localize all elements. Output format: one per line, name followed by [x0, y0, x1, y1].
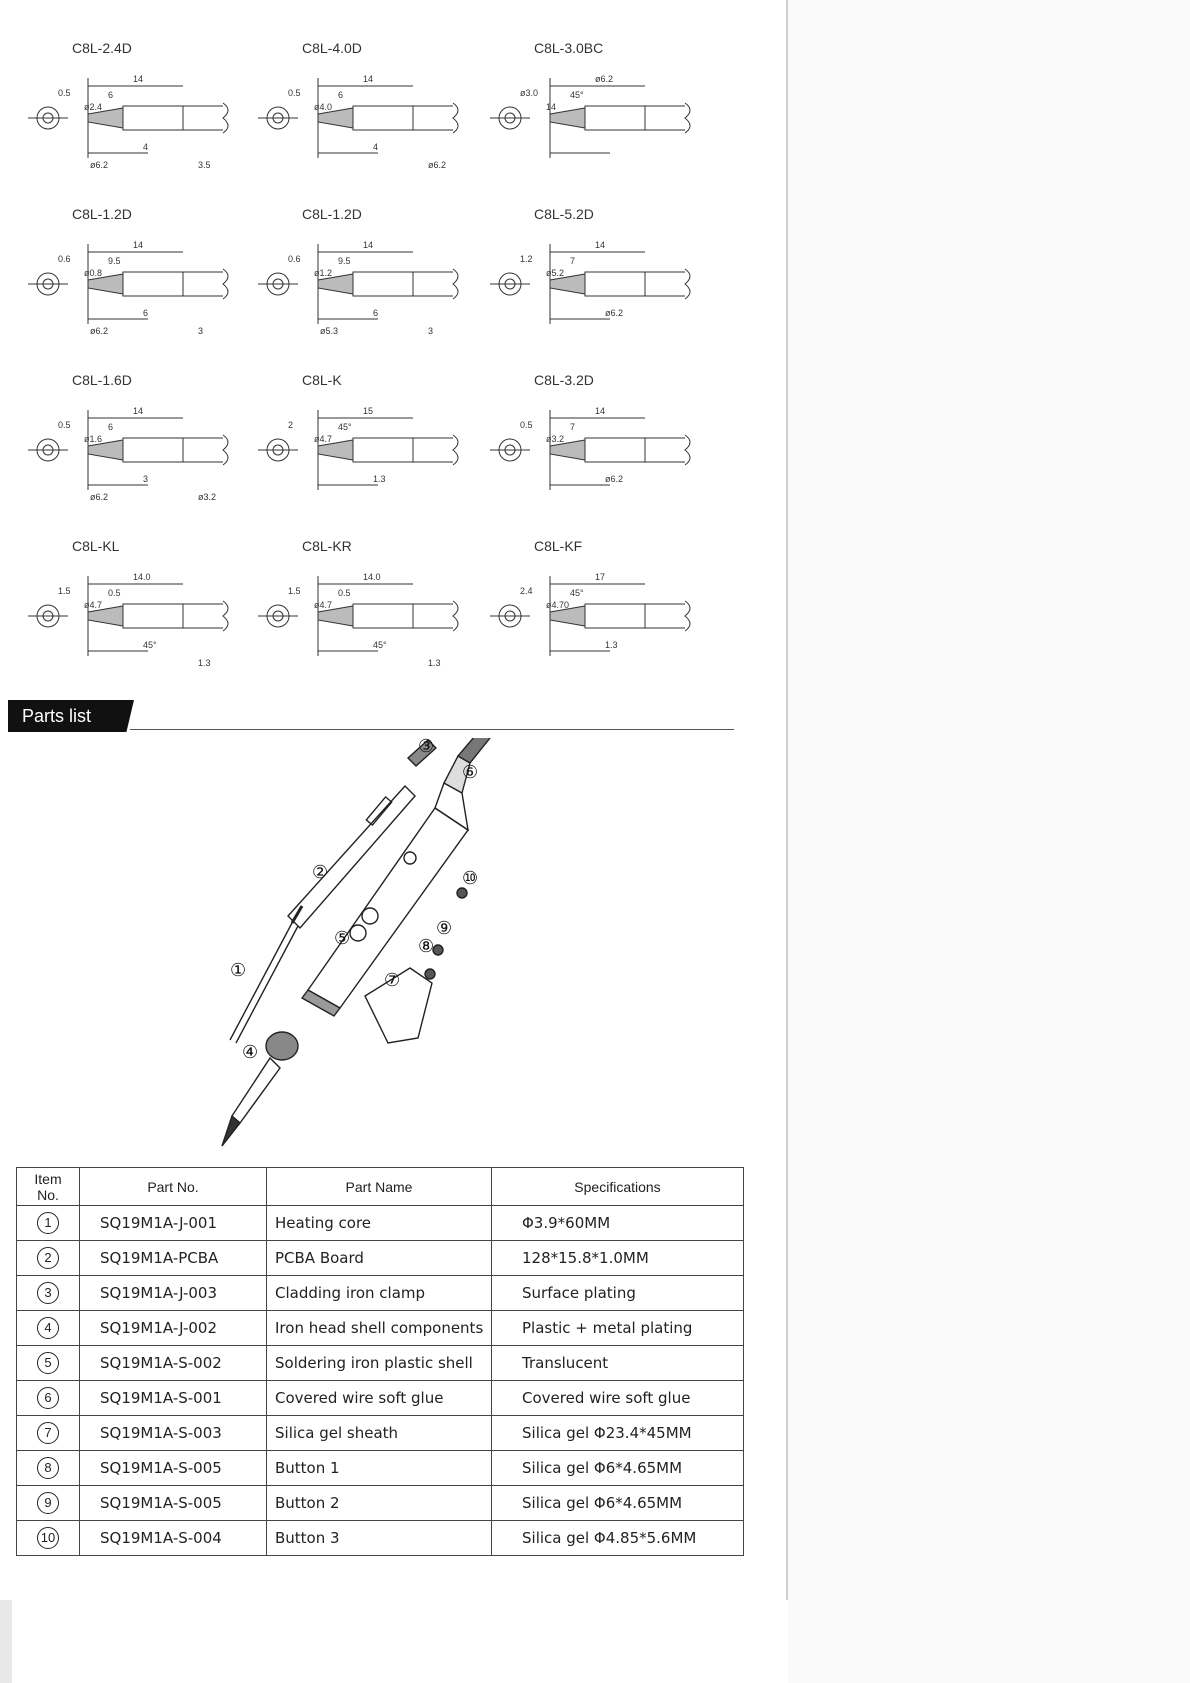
- dimension-label: 14: [546, 102, 557, 112]
- dimension-label: 0.5: [108, 588, 121, 598]
- part-name-cell: Iron head shell components: [267, 1311, 492, 1346]
- dimension-label: 1.5: [58, 586, 71, 596]
- dimension-label: 6: [108, 90, 114, 100]
- callout-number: ③: [418, 738, 435, 756]
- dimension-label: ø3.2: [546, 434, 565, 444]
- dimension-label: 1.3: [198, 658, 211, 668]
- tip-drawing-svg: [490, 58, 710, 188]
- heating-core-line-a: [230, 923, 292, 1040]
- header-part-no: Part No.: [80, 1168, 267, 1206]
- part-name-cell: Covered wire soft glue: [267, 1381, 492, 1416]
- table-row: [17, 1486, 744, 1521]
- exploded-diagram-svg: [200, 738, 560, 1148]
- callout-number: ①: [230, 960, 247, 980]
- callout-number: ⑤: [334, 928, 351, 948]
- tip-body: [353, 106, 413, 130]
- dimension-label: ø3.2: [198, 492, 217, 502]
- part-name-cell: Cladding iron clamp: [267, 1276, 492, 1311]
- part-no-cell: SQ19M1A-S-003: [80, 1416, 267, 1451]
- part-name-cell: Silica gel sheath: [267, 1416, 492, 1451]
- iron-head-nut: [266, 1032, 298, 1060]
- tip-body: [353, 272, 413, 296]
- dimension-label: 0.5: [58, 420, 71, 430]
- spec-cell: Silica gel Φ6*4.65MM: [492, 1486, 744, 1521]
- dimension-label: ø6.2: [595, 74, 614, 84]
- dimension-label: 14: [595, 406, 606, 416]
- dimension-label: ø4.7: [84, 600, 103, 610]
- dimension-label: ø5.3: [320, 326, 339, 336]
- dimension-label: 6: [143, 308, 149, 318]
- tip-name: C8L-KR: [302, 538, 352, 554]
- page-edge: [786, 0, 788, 1600]
- part-no-cell: SQ19M1A-S-005: [80, 1451, 267, 1486]
- tip-drawing: [258, 206, 478, 356]
- spec-cell: Φ3.9*60MM: [492, 1206, 744, 1241]
- tip-drawing-svg: [28, 556, 248, 686]
- table-row: [17, 1311, 744, 1346]
- dimension-label: 0.5: [288, 88, 301, 98]
- tip-name: C8L-KF: [534, 538, 583, 554]
- dimension-label: ø6.2: [90, 160, 109, 170]
- dimension-label: 2: [288, 420, 294, 430]
- header-item-no: Item No.: [17, 1168, 80, 1206]
- spec-cell: Covered wire soft glue: [492, 1381, 744, 1416]
- part-no-cell: SQ19M1A-S-001: [80, 1381, 267, 1416]
- item-number: 8: [37, 1457, 59, 1479]
- dimension-label: 1.3: [428, 658, 441, 668]
- spec-cell: Silica gel Φ4.85*5.6MM: [492, 1521, 744, 1556]
- dimension-label: 45°: [570, 588, 584, 598]
- dimension-label: 14: [133, 74, 144, 84]
- item-number: 5: [37, 1352, 59, 1374]
- dimension-label: 0.6: [288, 254, 301, 264]
- dimension-label: 45°: [570, 90, 584, 100]
- item-number: 4: [37, 1317, 59, 1339]
- table-row: [17, 1276, 744, 1311]
- page-shadow: [0, 1600, 12, 1683]
- part-name-cell: Heating core: [267, 1206, 492, 1241]
- dimension-label: ø4.7: [314, 600, 333, 610]
- dimension-label: 6: [338, 90, 344, 100]
- dimension-label: 14: [133, 406, 144, 416]
- table-row: [17, 1206, 744, 1241]
- dimension-label: 0.5: [520, 420, 533, 430]
- item-number: 1: [37, 1212, 59, 1234]
- dimension-label: 14.0: [363, 572, 381, 582]
- iron-head-shell: [232, 1058, 280, 1123]
- tip-drawing-svg: [258, 224, 478, 354]
- wire-spring: [458, 738, 490, 763]
- tip-drawing: [258, 40, 478, 190]
- item-no-cell: [17, 1206, 80, 1241]
- dimension-label: 45°: [373, 640, 387, 650]
- tip-drawing: [490, 206, 710, 356]
- item-no-cell: [17, 1381, 80, 1416]
- tip-name: C8L-K: [302, 372, 342, 388]
- iron-tip: [222, 1116, 240, 1146]
- dimension-label: ø4.7: [314, 434, 333, 444]
- item-no-cell: [17, 1416, 80, 1451]
- tip-break: [685, 601, 690, 631]
- dimension-label: 3: [428, 326, 434, 336]
- dimension-label: 0.5: [58, 88, 71, 98]
- tip-drawing-svg: [490, 224, 710, 354]
- tip-drawing-svg: [258, 556, 478, 686]
- item-no-cell: [17, 1451, 80, 1486]
- dimension-label: 3: [143, 474, 149, 484]
- tip-drawing: [258, 538, 478, 688]
- spec-cell: Surface plating: [492, 1276, 744, 1311]
- dimension-label: 14.0: [133, 572, 151, 582]
- button-3: [457, 888, 467, 898]
- item-number: 7: [37, 1422, 59, 1444]
- dimension-label: ø1.6: [84, 434, 103, 444]
- tip-name: C8L-2.4D: [72, 40, 132, 56]
- header-part-name: Part Name: [267, 1168, 492, 1206]
- dimension-label: 3.5: [198, 160, 211, 170]
- dimension-label: 15: [363, 406, 374, 416]
- part-no-cell: SQ19M1A-S-005: [80, 1486, 267, 1521]
- tip-break: [453, 601, 458, 631]
- tip-body: [353, 604, 413, 628]
- dimension-label: ø5.2: [546, 268, 565, 278]
- tip-break: [453, 435, 458, 465]
- tip-drawing: [490, 538, 710, 688]
- table-row: [17, 1241, 744, 1276]
- tip-drawing: [28, 206, 248, 356]
- part-name-cell: Button 3: [267, 1521, 492, 1556]
- dimension-label: ø1.2: [314, 268, 333, 278]
- spec-cell: 128*15.8*1.0MM: [492, 1241, 744, 1276]
- tip-body: [123, 272, 183, 296]
- tip-body: [585, 604, 645, 628]
- dimension-label: 0.6: [58, 254, 71, 264]
- item-number: 10: [37, 1527, 59, 1549]
- part-no-cell: SQ19M1A-J-002: [80, 1311, 267, 1346]
- spec-cell: Silica gel Φ23.4*45MM: [492, 1416, 744, 1451]
- pcba-chip: [366, 797, 391, 825]
- table-row: [17, 1346, 744, 1381]
- callout-number: ⑧: [418, 936, 435, 956]
- tip-drawing-svg: [490, 390, 710, 520]
- dimension-label: 4: [143, 142, 149, 152]
- dimension-label: ø3.0: [520, 88, 539, 98]
- tip-body: [585, 438, 645, 462]
- item-no-cell: [17, 1346, 80, 1381]
- tip-drawing: [490, 40, 710, 190]
- tip-break: [223, 269, 228, 299]
- part-no-cell: SQ19M1A-S-004: [80, 1521, 267, 1556]
- table-row: [17, 1381, 744, 1416]
- button-1: [425, 969, 435, 979]
- tip-drawing: [258, 372, 478, 522]
- dimension-label: 14: [363, 74, 374, 84]
- tip-name: C8L-4.0D: [302, 40, 362, 56]
- dimension-label: 0.5: [338, 588, 351, 598]
- header-specifications: Specifications: [492, 1168, 744, 1206]
- tip-body: [585, 272, 645, 296]
- tip-drawing-svg: [258, 390, 478, 520]
- tip-break: [685, 435, 690, 465]
- spec-cell: Translucent: [492, 1346, 744, 1381]
- dimension-label: ø6.2: [90, 492, 109, 502]
- button-2: [433, 945, 443, 955]
- item-number: 9: [37, 1492, 59, 1514]
- dimension-label: 14: [363, 240, 374, 250]
- table-row: [17, 1521, 744, 1556]
- pcba-board: [288, 786, 415, 928]
- tip-name: C8L-KL: [72, 538, 120, 554]
- tip-body: [585, 106, 645, 130]
- item-no-cell: [17, 1276, 80, 1311]
- callout-number: ④: [242, 1042, 259, 1062]
- tip-drawing: [28, 538, 248, 688]
- tip-break: [453, 269, 458, 299]
- tip-body: [353, 438, 413, 462]
- tip-break: [223, 435, 228, 465]
- table-row: [17, 1451, 744, 1486]
- item-number: 6: [37, 1387, 59, 1409]
- dimension-label: 4: [373, 142, 379, 152]
- part-name-cell: PCBA Board: [267, 1241, 492, 1276]
- item-no-cell: [17, 1311, 80, 1346]
- dimension-label: ø6.2: [605, 308, 624, 318]
- heating-core-line-b: [236, 926, 298, 1043]
- dimension-label: 1.5: [288, 586, 301, 596]
- dimension-label: ø6.2: [428, 160, 447, 170]
- part-name-cell: Soldering iron plastic shell: [267, 1346, 492, 1381]
- part-no-cell: SQ19M1A-PCBA: [80, 1241, 267, 1276]
- section-header: [8, 700, 134, 732]
- tip-break: [223, 601, 228, 631]
- dimension-label: 3: [198, 326, 204, 336]
- dimension-label: ø4.0: [314, 102, 333, 112]
- tip-body: [123, 604, 183, 628]
- button-hole-a: [404, 852, 416, 864]
- dimension-label: 17: [595, 572, 606, 582]
- dimension-label: 9.5: [108, 256, 121, 266]
- dimension-label: 1.3: [373, 474, 386, 484]
- dimension-label: 6: [373, 308, 379, 318]
- tip-drawing: [490, 372, 710, 522]
- dimension-label: 45°: [143, 640, 157, 650]
- table-row: [17, 1416, 744, 1451]
- tip-drawing-svg: [258, 58, 478, 188]
- tip-name: C8L-1.2D: [72, 206, 132, 222]
- spec-cell: Plastic + metal plating: [492, 1311, 744, 1346]
- tip-drawing-svg: [28, 224, 248, 354]
- dimension-label: 9.5: [338, 256, 351, 266]
- callout-number: ⑩: [462, 868, 479, 888]
- dimension-label: 45°: [338, 422, 352, 432]
- heating-core-coil: [292, 906, 302, 923]
- dimension-label: 6: [108, 422, 114, 432]
- dimension-label: 7: [570, 256, 576, 266]
- part-name-cell: Button 1: [267, 1451, 492, 1486]
- tip-name: C8L-1.6D: [72, 372, 132, 388]
- dimension-label: ø4.70: [546, 600, 570, 610]
- part-no-cell: SQ19M1A-J-001: [80, 1206, 267, 1241]
- item-number: 3: [37, 1282, 59, 1304]
- dimension-label: 14: [595, 240, 606, 250]
- item-no-cell: [17, 1521, 80, 1556]
- tip-name: C8L-5.2D: [534, 206, 594, 222]
- dimension-label: ø2.4: [84, 102, 103, 112]
- dimension-label: 2.4: [520, 586, 533, 596]
- tip-break: [453, 103, 458, 133]
- dimension-label: ø6.2: [90, 326, 109, 336]
- tip-name: C8L-3.2D: [534, 372, 594, 388]
- dimension-label: 1.2: [520, 254, 533, 264]
- tip-body: [123, 106, 183, 130]
- tip-break: [685, 103, 690, 133]
- section-title: Parts list: [22, 706, 92, 726]
- part-name-cell: Button 2: [267, 1486, 492, 1521]
- button-hole-b: [362, 908, 378, 924]
- dimension-label: 14: [133, 240, 144, 250]
- table-header-row: [17, 1168, 744, 1206]
- callout-number: ⑨: [436, 918, 453, 938]
- dimension-label: 1.3: [605, 640, 618, 650]
- callout-number: ⑥: [462, 762, 479, 782]
- callout-number: ⑦: [384, 970, 401, 990]
- button-hole-c: [350, 925, 366, 941]
- exploded-diagram: [200, 738, 560, 1148]
- tip-body: [123, 438, 183, 462]
- tip-break: [223, 103, 228, 133]
- part-no-cell: SQ19M1A-J-003: [80, 1276, 267, 1311]
- tip-drawing-svg: [28, 390, 248, 520]
- tip-drawing-svg: [28, 58, 248, 188]
- tip-name: C8L-1.2D: [302, 206, 362, 222]
- item-no-cell: [17, 1486, 80, 1521]
- callout-number: ②: [312, 862, 329, 882]
- dimension-label: ø0.8: [84, 268, 103, 278]
- tip-drawing: [28, 40, 248, 190]
- parts-table: [16, 1167, 744, 1556]
- item-no-cell: [17, 1241, 80, 1276]
- tip-break: [685, 269, 690, 299]
- dimension-label: ø6.2: [605, 474, 624, 484]
- tip-name: C8L-3.0BC: [534, 40, 604, 56]
- part-no-cell: SQ19M1A-S-002: [80, 1346, 267, 1381]
- tip-drawing-svg: [490, 556, 710, 686]
- shell-end: [302, 990, 340, 1016]
- tip-drawing: [28, 372, 248, 522]
- spec-cell: Silica gel Φ6*4.65MM: [492, 1451, 744, 1486]
- item-number: 2: [37, 1247, 59, 1269]
- dimension-label: 7: [570, 422, 576, 432]
- section-rule: [130, 729, 734, 730]
